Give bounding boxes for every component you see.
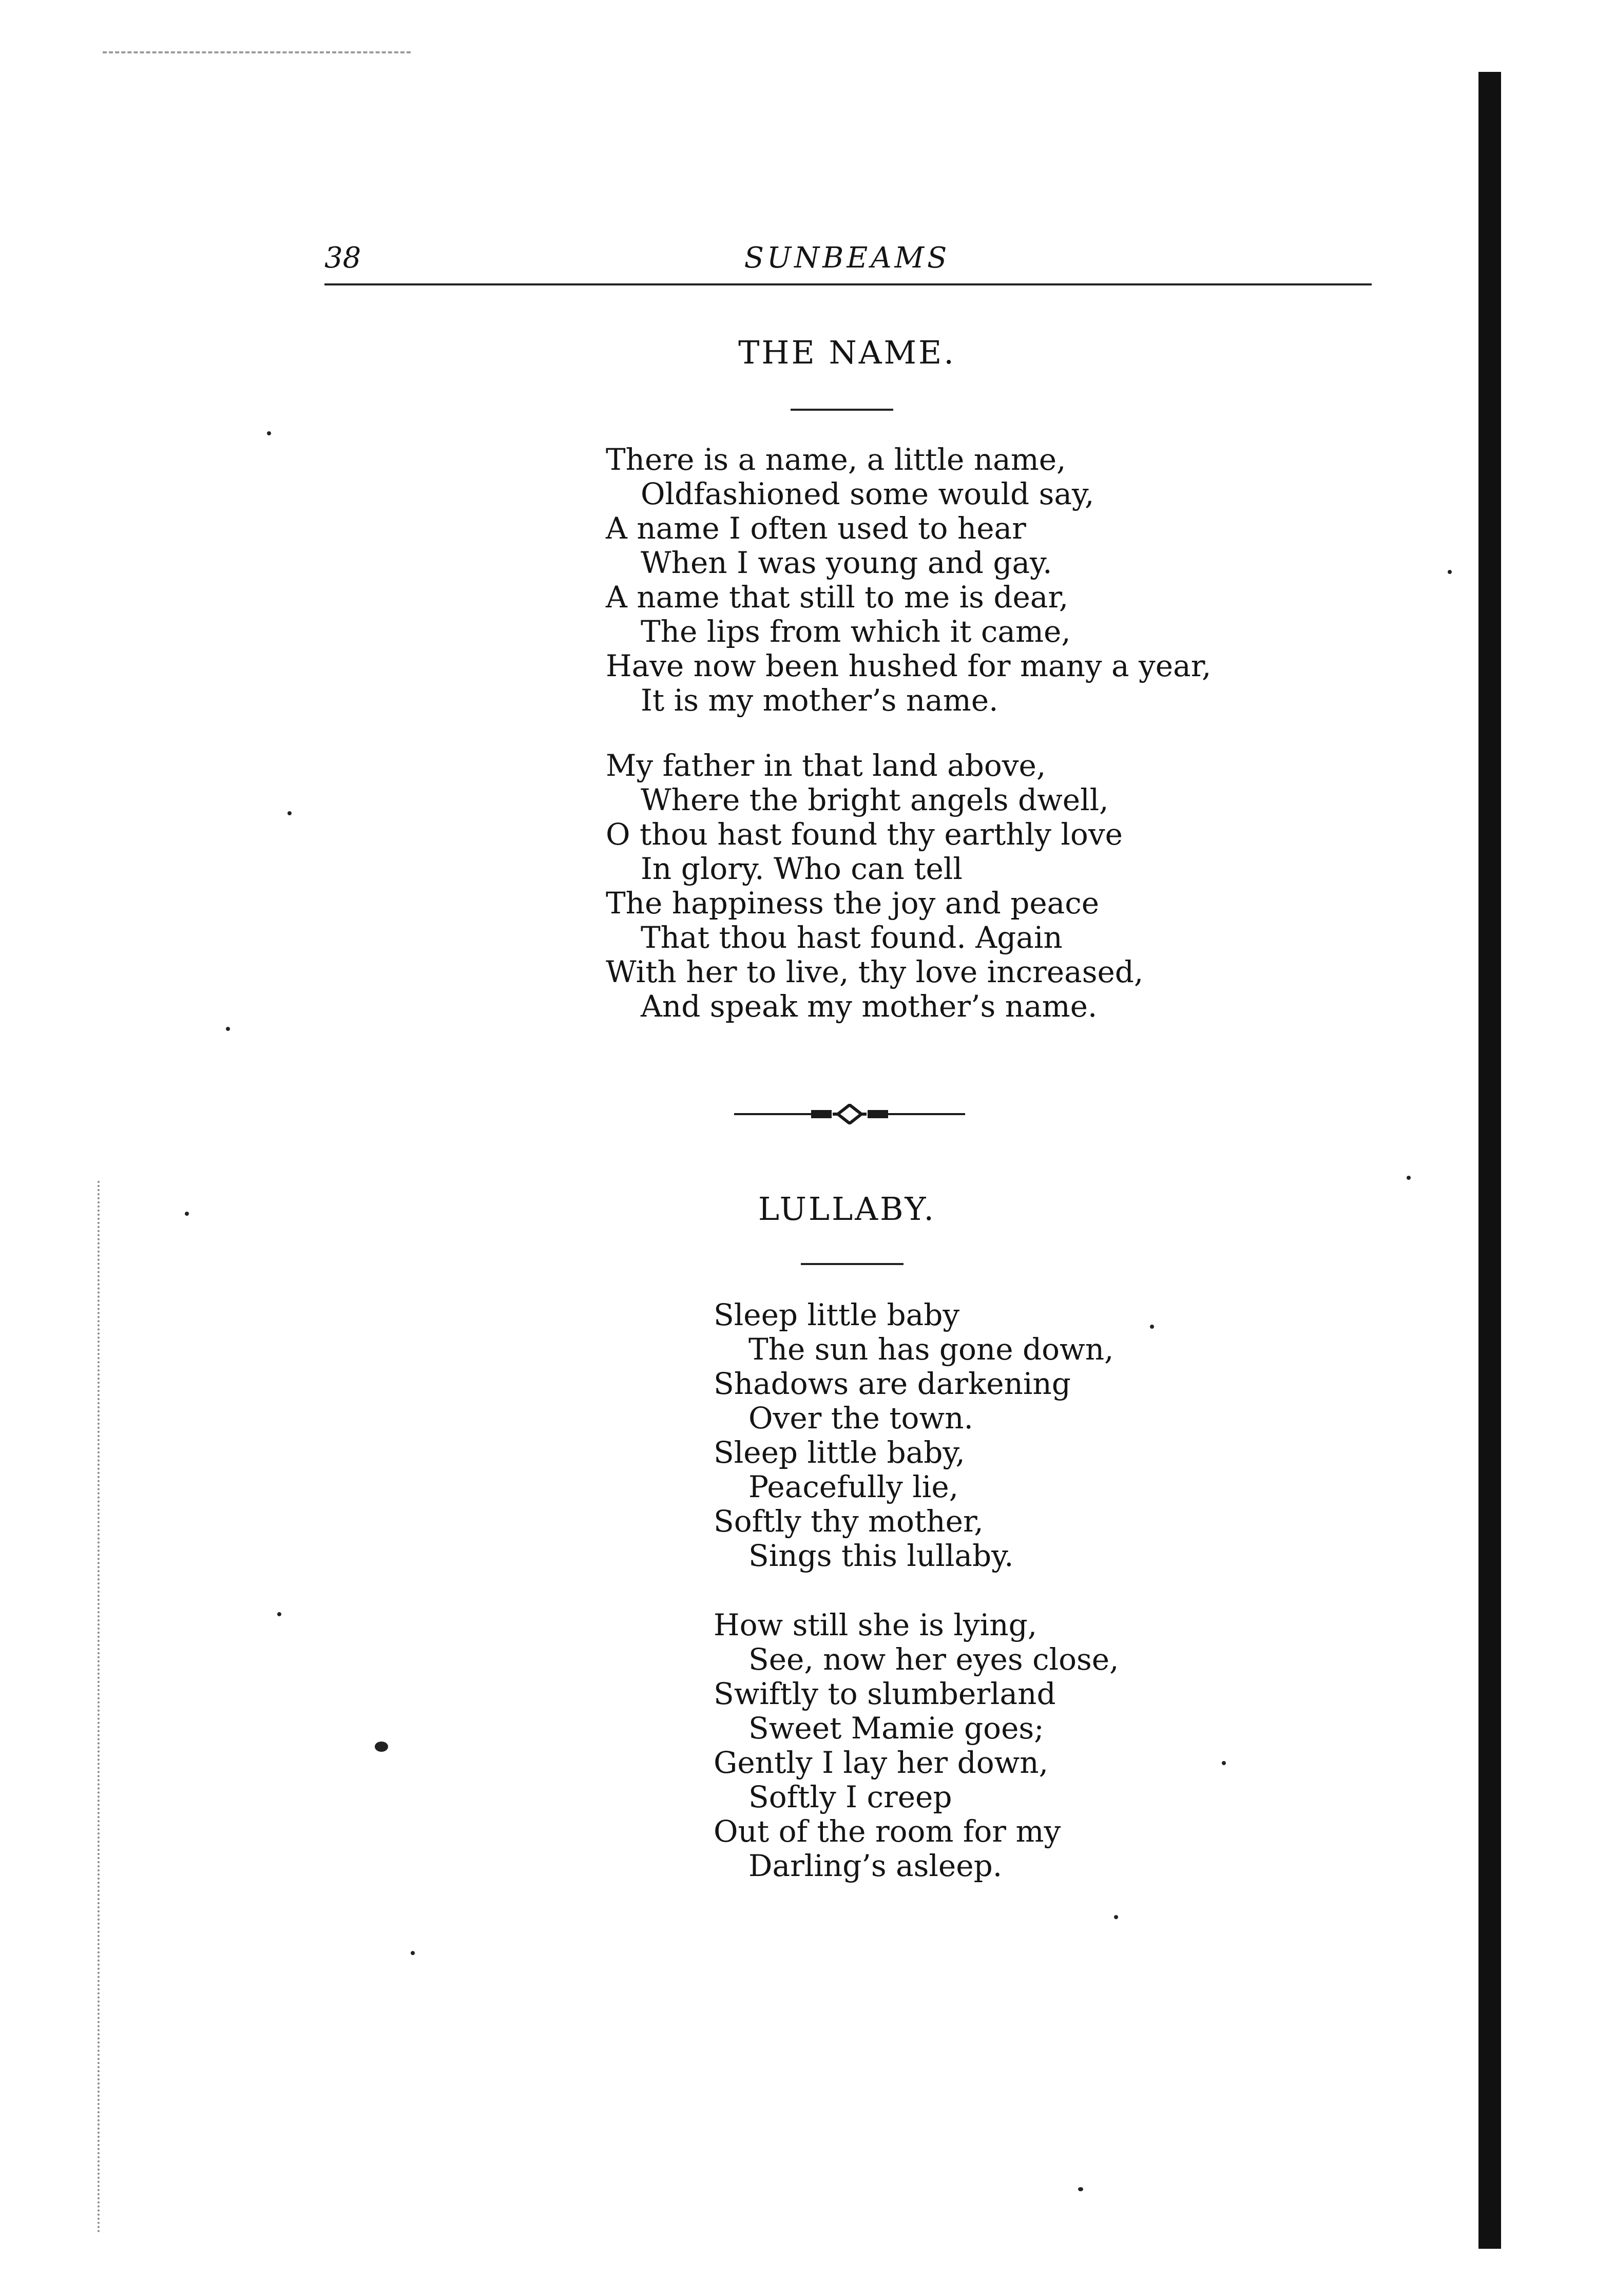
scan-speck (1114, 1915, 1118, 1919)
verse-line: Sleep little baby (714, 1297, 960, 1332)
verse-line: With her to live, thy love increased, (606, 954, 1144, 989)
verse-line: The sun has gone down, (748, 1332, 1114, 1367)
verse-line: See, now her eyes close, (748, 1642, 1119, 1677)
poem-title-the-name: THE NAME. (738, 334, 956, 371)
scan-speck (1222, 1761, 1226, 1765)
scan-speck (1150, 1325, 1154, 1329)
verse-line: Over the town. (748, 1401, 973, 1436)
verse-line: Softly I creep (748, 1780, 952, 1814)
header-rule (324, 283, 1372, 285)
verse-line: My father in that land above, (606, 748, 1046, 783)
verse-line: Gently I lay her down, (714, 1745, 1049, 1780)
scan-speck (1407, 1176, 1411, 1180)
poem-title-lullaby: LULLABY. (758, 1190, 936, 1228)
scan-speck (226, 1027, 230, 1031)
verse-line: How still she is lying, (714, 1608, 1037, 1642)
verse-line: Oldfashioned some would say, (641, 476, 1094, 511)
scan-speck (375, 1742, 388, 1752)
running-title: SUNBEAMS (744, 241, 950, 275)
scan-speck (277, 1612, 281, 1616)
verse-line: Swiftly to slumberland (714, 1676, 1056, 1711)
verse-line: When I was young and gay. (641, 545, 1052, 580)
ornament-divider (734, 1104, 965, 1124)
scan-speck (185, 1212, 189, 1216)
verse-line: Shadows are darkening (714, 1366, 1071, 1401)
scan-speck (287, 811, 292, 815)
verse-line: The happiness the joy and peace (606, 886, 1100, 921)
verse-line: Out of the room for my (714, 1814, 1061, 1849)
verse-line: Sleep little baby, (714, 1435, 965, 1470)
verse-line: That thou hast found. Again (641, 920, 1063, 955)
scan-binding-edge (1478, 72, 1501, 2249)
page-number: 38 (324, 241, 361, 275)
title-rule (801, 1263, 904, 1265)
verse-line: O thou hast found thy earthly love (606, 817, 1123, 852)
verse-line: Where the bright angels dwell, (641, 782, 1109, 817)
verse-line: Peacefully lie, (748, 1469, 959, 1504)
verse-line: The lips from which it came, (641, 614, 1071, 649)
scan-speck (1448, 570, 1452, 574)
verse-line: And speak my mother’s name. (641, 989, 1098, 1024)
scan-left-edge (98, 1181, 100, 2233)
verse-line: It is my mother’s name. (641, 683, 998, 718)
stanza (606, 749, 1143, 1024)
verse-line: Darling’s asleep. (748, 1848, 1003, 1883)
stanza (714, 1608, 1119, 1883)
verse-line: There is a name, a little name, (606, 442, 1066, 477)
verse-line: In glory. Who can tell (641, 851, 963, 886)
stanza (714, 1298, 1114, 1573)
scan-speck (1078, 2187, 1083, 2191)
title-rule (791, 409, 893, 411)
verse-line: Sings this lullaby. (748, 1538, 1014, 1573)
verse-line: Softly thy mother, (714, 1504, 984, 1539)
scan-speck (411, 1951, 415, 1955)
scan-top-edge (103, 51, 411, 53)
verse-line: Have now been hushed for many a year, (606, 648, 1212, 683)
verse-line: A name I often used to hear (606, 511, 1026, 546)
stanza (606, 443, 1211, 718)
scan-speck (267, 431, 271, 435)
verse-line: A name that still to me is dear, (606, 580, 1069, 615)
verse-line: Sweet Mamie goes; (748, 1711, 1044, 1746)
